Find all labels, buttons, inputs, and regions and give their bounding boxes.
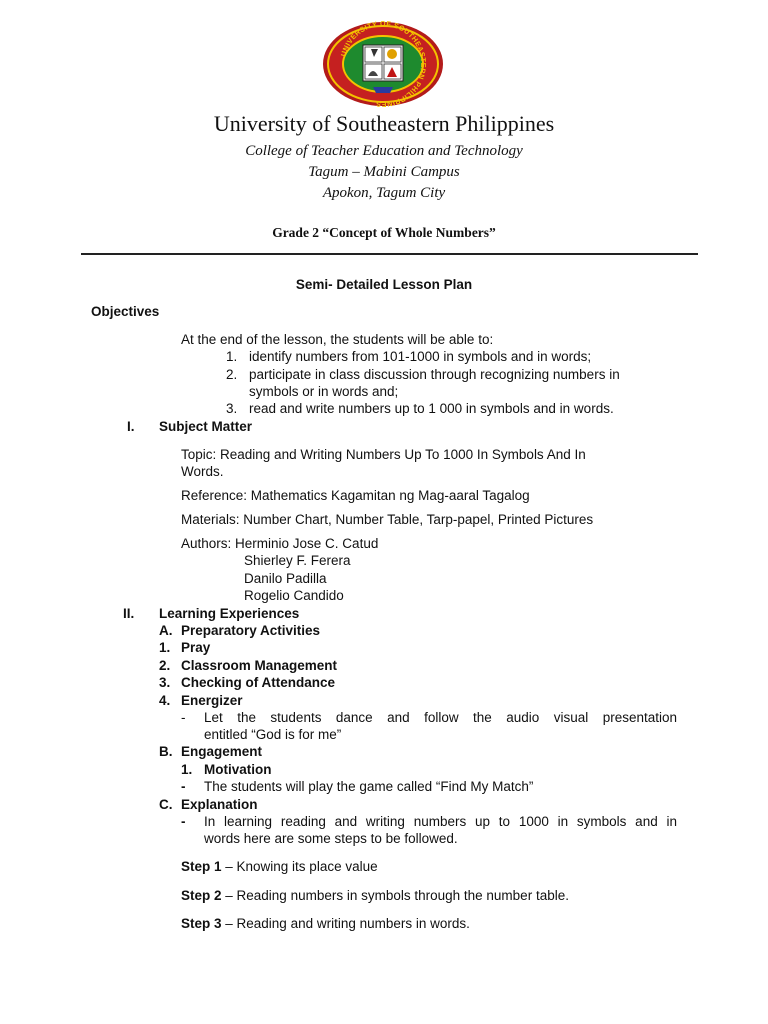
objective-text: identify numbers from 101-1000 in symbols and in words; [249,349,592,364]
bullet-dash: - [181,710,186,725]
explanation-text: In learning reading and writing numbers up to 1000 in symbols and in [204,814,677,829]
authors-text: Authors: Herminio Jose C. Catud [181,536,379,551]
explanation-heading: Explanation [181,797,258,812]
engagement-heading: Engagement [181,744,263,759]
author-name: Danilo Padilla [244,571,327,586]
step-text: – Reading numbers in symbols through the number table. [221,888,569,903]
step-label: Step 2 [181,888,222,903]
college-name: College of Teacher Education and Technology [245,143,523,159]
university-seal-logo [321,21,445,107]
topic-text: Words. [181,464,224,479]
objective-number: 2. [226,367,238,382]
activity-label: Energizer [181,693,243,708]
reference-text: Reference: Mathematics Kagamitan ng Mag-aaral Tagalog [181,488,530,503]
subject-matter-heading: Subject Matter [159,419,253,434]
activity-number: 2. [159,658,171,673]
step-label: Step 1 [181,859,222,874]
energizer-text: entitled “God is for me” [204,727,342,742]
grade-title: Grade 2 “Concept of Whole Numbers” [272,225,496,240]
explanation-text: words here are some steps to be followed. [204,831,458,846]
step-line [181,916,470,931]
header-divider [81,253,698,255]
objective-number: 3. [226,401,238,416]
step-label: Step 3 [181,916,222,931]
step-line [181,859,378,874]
section-numeral: II. [123,606,135,621]
university-name: University of Southeastern Philippines [213,111,555,136]
motivation-heading: Motivation [204,762,272,777]
objective-number: 1. [226,349,238,364]
activity-number: 1. [159,640,171,655]
bullet-dash: - [181,814,186,829]
activity-label: Pray [181,640,211,655]
subsection-letter: B. [159,744,173,759]
activity-number: 1. [181,762,193,777]
step-line [181,888,569,903]
campus-address: Apokon, Tagum City [322,185,446,201]
section-numeral: I. [127,419,135,434]
topic-text: Topic: Reading and Writing Numbers Up To 1000 In Symbols And In [181,447,586,462]
bullet-dash: - [181,779,186,794]
plan-title: Semi- Detailed Lesson Plan [295,277,473,292]
materials-text: Materials: Number Chart, Number Table, Tarp-papel, Printed Pictures [181,512,594,527]
step-text: – Knowing its place value [221,859,378,874]
preparatory-activities-heading: Preparatory Activities [181,623,321,638]
step-text: – Reading and writing numbers in words. [221,916,470,931]
objective-text: participate in class discussion through recognizing numbers in [249,367,620,382]
motivation-text: The students will play the game called “Find My Match” [204,779,534,794]
activity-label: Checking of Attendance [181,675,336,690]
energizer-text: Let the students dance and follow the audio visual presentation [204,710,677,725]
activity-number: 4. [159,693,171,708]
author-name: Shierley F. Ferera [244,553,351,568]
learning-experiences-heading: Learning Experiences [159,606,300,621]
activity-label: Classroom Management [181,658,338,673]
subsection-letter: C. [159,797,173,812]
seal-ring-text: UNIVERSITY OF SOUTHEASTERN PHILIPPINES [338,21,429,107]
activity-number: 3. [159,675,171,690]
objective-text: symbols or in words and; [249,384,399,399]
objective-text: read and write numbers up to 1 000 in symbols and in words. [249,401,614,416]
objectives-intro: At the end of the lesson, the students will be able to: [181,332,494,347]
author-name: Rogelio Candido [244,588,344,603]
campus-name: Tagum – Mabini Campus [308,164,460,180]
objectives-heading: Objectives [91,304,160,319]
subsection-letter: A. [159,623,173,638]
